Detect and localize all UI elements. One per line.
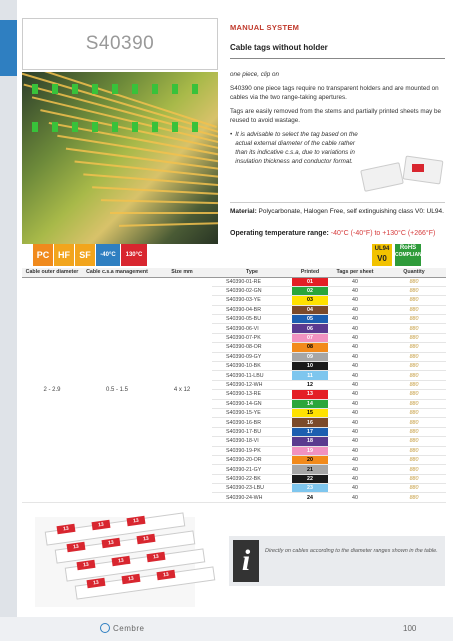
cell-quantity: 880 [382,315,446,324]
cell-quantity: 880 [382,371,446,380]
cell-printed: 06 [292,324,328,333]
cell-quantity: 880 [382,296,446,305]
cell-per-sheet: 40 [328,305,382,314]
cell-printed: 16 [292,418,328,427]
cell-per-sheet: 40 [328,493,382,502]
advice-bullet [230,130,360,166]
cell-per-sheet: 40 [328,343,382,352]
material-label: Material: [230,208,257,215]
sheet-photo [35,517,195,607]
cell-quantity: 880 [382,427,446,436]
cell-printed: 09 [292,352,328,361]
cell-type: S40390-04-BR [212,305,292,314]
cell-quantity: 880 [382,446,446,455]
col-type: Type [212,268,292,277]
cell-quantity: 880 [382,455,446,464]
cell-type: S40390-22-BK [212,474,292,483]
cell-quantity: 880 [382,408,446,417]
cell-quantity: 880 [382,333,446,342]
cell-type: S40390-24-WH [212,493,292,502]
product-title-box [22,18,218,70]
cell-per-sheet: 40 [328,286,382,295]
group-diameter: 2 - 2.9 [22,277,82,502]
sample-tag-label: 13 [137,534,156,544]
cell-printed: 05 [292,315,328,324]
cell-type: S40390-18-VI [212,437,292,446]
sample-tag-label: 13 [147,552,166,562]
cell-per-sheet: 40 [328,418,382,427]
cell-per-sheet: 40 [328,380,382,389]
cell-type: S40390-11-LBU [212,371,292,380]
cell-per-sheet: 40 [328,315,382,324]
pc-badge: PC [33,244,53,266]
cell-quantity: 880 [382,437,446,446]
sf-badge: SF [75,244,95,266]
temp-label: Operating temperature range: [230,230,329,237]
sample-tag-label: 13 [87,578,106,588]
cell-quantity: 880 [382,465,446,474]
cell-printed: 01 [292,277,328,286]
product-code: S40390 [85,33,155,54]
cell-quantity: 880 [382,362,446,371]
cell-quantity: 880 [382,399,446,408]
cell-type: S40390-08-OR [212,343,292,352]
cell-quantity: 880 [382,286,446,295]
info-icon: i [233,540,259,582]
product-photo [22,72,218,244]
cell-printed: 22 [292,474,328,483]
rohs-subtext: COMPLIANT [395,252,425,258]
cell-quantity: 880 [382,352,446,361]
material-text: Polycarbonate, Halogen Free, self extinguishing class V0: UL94. [258,208,444,215]
sample-tag-label: 13 [102,538,121,548]
ul94-badge [372,244,392,266]
cell-printed: 07 [292,333,328,342]
cell-type: S40390-05-BU [212,315,292,324]
cell-type: S40390-23-LBU [212,484,292,493]
intro-text: one piece, clip on [230,71,280,78]
cell-type: S40390-01-RE [212,277,292,286]
col-size: Size mm [152,268,212,277]
brand-name: Cembre [113,623,145,633]
cell-quantity: 880 [382,474,446,483]
cell-printed: 10 [292,362,328,371]
brand-mark-icon [100,623,110,633]
high-temp-badge: 130°C [121,244,147,266]
cell-type: S40390-06-VI [212,324,292,333]
cell-printed: 12 [292,380,328,389]
brand-logo [100,623,144,633]
cell-printed: 24 [292,493,328,502]
cell-type: S40390-20-OR [212,455,292,464]
col-per-sheet: Tags per sheet [328,268,382,277]
cell-per-sheet: 40 [328,371,382,380]
sample-tag-label: 13 [77,560,96,570]
info-box [229,536,445,586]
bullet-icon: • [230,131,233,138]
sample-tag-label: 13 [157,570,176,580]
cell-per-sheet: 40 [328,446,382,455]
cell-quantity: 880 [382,484,446,493]
cell-printed: 15 [292,408,328,417]
cell-type: S40390-09-GY [212,352,292,361]
cell-quantity: 880 [382,277,446,286]
cell-printed: 13 [292,390,328,399]
cell-per-sheet: 40 [328,333,382,342]
cell-type: S40390-03-YE [212,296,292,305]
cell-per-sheet: 40 [328,399,382,408]
cell-per-sheet: 40 [328,362,382,371]
tag-illustration [360,152,445,197]
col-quantity: Quantity [382,268,446,277]
cell-quantity: 880 [382,418,446,427]
page-subtitle: Cable tags without holder [230,43,445,59]
cell-quantity: 880 [382,305,446,314]
sample-tag-label: 13 [57,524,76,534]
cell-printed: 03 [292,296,328,305]
advice-text: It is advisable to select the tag based on the actual external diameter of the cable rather than its indicative c.s.a, due to variations in insulation thickness and conductor format. [235,131,358,165]
cell-per-sheet: 40 [328,437,382,446]
cell-per-sheet: 40 [328,484,382,493]
cell-per-sheet: 40 [328,277,382,286]
cell-printed: 11 [292,371,328,380]
cell-per-sheet: 40 [328,455,382,464]
cell-per-sheet: 40 [328,427,382,436]
cell-quantity: 880 [382,324,446,333]
cell-printed: 23 [292,484,328,493]
cell-quantity: 880 [382,390,446,399]
cell-per-sheet: 40 [328,474,382,483]
ul94-text: UL94 [374,246,390,252]
cell-per-sheet: 40 [328,296,382,305]
cell-type: S40390-13-RE [212,390,292,399]
rohs-badge [395,244,425,266]
material-info [230,202,445,216]
v0-text: V0 [377,254,387,263]
table-row [22,277,446,286]
cell-per-sheet: 40 [328,352,382,361]
side-strip [0,0,17,641]
cell-printed: 20 [292,455,328,464]
cell-quantity: 880 [382,343,446,352]
low-temp-badge: -40°C [96,244,120,266]
sample-tag-label: 13 [92,520,111,530]
side-tab [0,20,17,76]
cell-printed: 17 [292,427,328,436]
cell-type: S40390-21-GY [212,465,292,474]
cell-printed: 14 [292,399,328,408]
cell-per-sheet: 40 [328,465,382,474]
hf-badge: HF [54,244,74,266]
desc-paragraph-1: S40390 one piece tags require no transparent holders and are mounted on cables via the two range-taking apertures. [230,85,439,101]
section-heading: MANUAL SYSTEM [230,23,300,32]
cell-printed: 08 [292,343,328,352]
cell-printed: 18 [292,437,328,446]
cell-printed: 04 [292,305,328,314]
temp-value: -40°C (-40°F) to +130°C (+266°F) [330,230,436,237]
cell-type: S40390-19-PK [212,446,292,455]
rohs-text: RoHS [399,245,417,251]
group-size: 4 x 12 [152,277,212,502]
cell-type: S40390-07-PK [212,333,292,342]
sample-tag-label: 13 [112,556,131,566]
cell-per-sheet: 40 [328,324,382,333]
cell-quantity: 880 [382,493,446,502]
col-diameter: Cable outer diameter [22,268,82,277]
operating-temperature [230,230,435,237]
cell-printed: 02 [292,286,328,295]
cell-per-sheet: 40 [328,408,382,417]
sample-tag-label: 13 [127,516,146,526]
cell-type: S40390-14-GN [212,399,292,408]
cell-printed: 21 [292,465,328,474]
cell-type: S40390-10-BK [212,362,292,371]
sample-tag-label: 13 [67,542,86,552]
info-text: Directly on cables according to the diameter ranges shown in the table. [265,548,438,554]
page-number: 100 [403,624,417,633]
cell-type: S40390-12-WH [212,380,292,389]
cell-type: S40390-16-BR [212,418,292,427]
sample-tag-label: 13 [122,574,141,584]
property-badges [33,244,147,266]
cell-type: S40390-02-GN [212,286,292,295]
group-csa: 0.5 - 1.5 [82,277,152,502]
col-csa: Cable c.s.a management [82,268,152,277]
cell-printed: 19 [292,446,328,455]
cell-quantity: 880 [382,380,446,389]
cell-per-sheet: 40 [328,390,382,399]
product-table [22,268,446,503]
cell-type: S40390-17-BU [212,427,292,436]
col-printed: Printed [292,268,328,277]
desc-paragraph-2: Tags are easily removed from the stems and partially printed sheets may be reused to avoid wastage. [230,108,442,124]
cell-type: S40390-15-YE [212,408,292,417]
footer [0,617,453,641]
